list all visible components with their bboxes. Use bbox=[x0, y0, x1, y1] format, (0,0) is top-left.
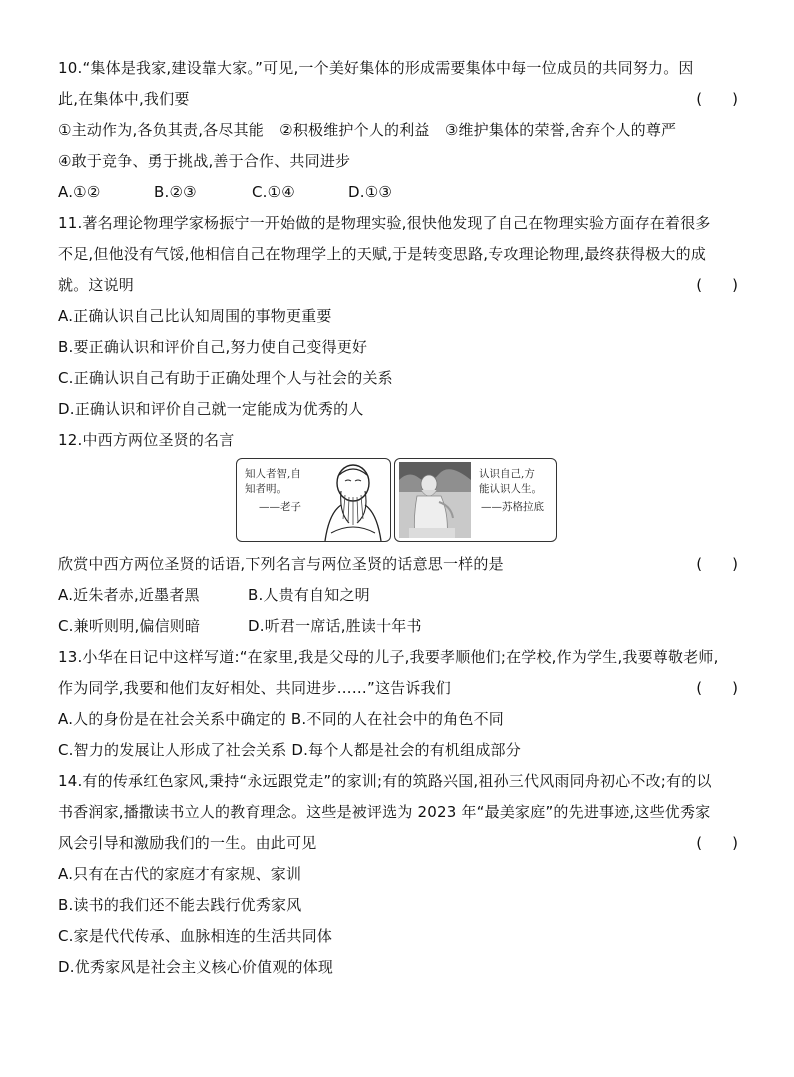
q12-options-row2 bbox=[58, 616, 738, 636]
q10-stem-line2: 此,在集体中,我们要 bbox=[58, 90, 190, 108]
laozi-quote-author: ——老子 bbox=[259, 501, 301, 513]
q12-stem: 12.中西方两位圣贤的名言 bbox=[58, 431, 235, 449]
q14-stem-line3: 风会引导和激励我们的一生。由此可见 bbox=[58, 834, 317, 852]
q12-options-row1 bbox=[58, 585, 738, 605]
laozi-quote-card bbox=[236, 458, 391, 542]
q10-answer-bracket: ( ) bbox=[696, 90, 738, 108]
q10-options bbox=[58, 182, 738, 202]
q10-items-line1: ①主动作为,各负其责,各尽其能 ②积极维护个人的利益 ③维护集体的荣誉,舍弃个人的尊严 bbox=[58, 121, 677, 139]
q13-answer-bracket: ( ) bbox=[696, 679, 738, 697]
socrates-quote-author: ——苏格拉底 bbox=[481, 501, 544, 513]
q12-option-a: A.近朱者赤,近墨者黑 bbox=[58, 586, 200, 604]
q12-option-c: C.兼听则明,偏信则暗 bbox=[58, 617, 201, 635]
q11-option-d: D.正确认识和评价自己就一定能成为优秀的人 bbox=[58, 400, 364, 418]
q12-question: 欣赏中西方两位圣贤的话语,下列名言与两位圣贤的话意思一样的是 bbox=[58, 555, 504, 573]
q10-stem-line1: 10.“集体是我家,建设靠大家。”可见,一个美好集体的形成需要集体中每一位成员的共同努力。因 bbox=[58, 59, 694, 77]
q13-options-row1: A.人的身份是在社会关系中确定的 B.不同的人在社会中的角色不同 bbox=[58, 710, 504, 728]
laozi-quote-line2: 知者明。 bbox=[245, 483, 287, 495]
q11-stem-line1: 11.著名理论物理学家杨振宁一开始做的是物理实验,很快他发现了自己在物理实验方面存在着很多 bbox=[58, 214, 711, 232]
q11-stem-line3: 就。这说明 bbox=[58, 276, 135, 294]
q11-option-a: A.正确认识自己比认知周围的事物更重要 bbox=[58, 307, 332, 325]
q11-option-c: C.正确认识自己有助于正确处理个人与社会的关系 bbox=[58, 369, 393, 387]
q12-answer-bracket: ( ) bbox=[696, 555, 738, 573]
q10-option-a: A.①② bbox=[58, 183, 101, 201]
q14-option-a: A.只有在古代的家庭才有家规、家训 bbox=[58, 865, 302, 883]
socrates-quote-card bbox=[394, 458, 557, 542]
q13-stem-line2: 作为同学,我要和他们友好相处、共同进步……”这告诉我们 bbox=[58, 679, 451, 697]
q11-stem-line2: 不足,但他没有气馁,他相信自己在物理学上的天赋,于是转变思路,专攻理论物理,最终获得极大的成 bbox=[58, 245, 707, 263]
socrates-statue-icon bbox=[399, 462, 471, 538]
q13-stem-line1: 13.小华在日记中这样写道:“在家里,我是父母的儿子,我要孝顺他们;在学校,作为学生,我要尊敬老师, bbox=[58, 648, 719, 666]
socrates-quote-line2: 能认识人生。 bbox=[479, 483, 542, 495]
q14-option-c: C.家是代代传承、血脉相连的生活共同体 bbox=[58, 927, 333, 945]
q14-stem-line1: 14.有的传承红色家风,秉持“永远跟党走”的家训;有的筑路兴国,祖孙三代风雨同舟初心不改;有的以 bbox=[58, 772, 712, 790]
q14-answer-bracket: ( ) bbox=[696, 834, 738, 852]
q11-answer-bracket: ( ) bbox=[696, 276, 738, 294]
q10-option-d: D.①③ bbox=[348, 183, 393, 201]
q12-option-b: B.人贵有自知之明 bbox=[248, 586, 370, 604]
q10-items-line2: ④敢于竞争、勇于挑战,善于合作、共同进步 bbox=[58, 152, 351, 170]
q14-option-b: B.读书的我们还不能去践行优秀家风 bbox=[58, 896, 302, 914]
q10-option-b: B.②③ bbox=[154, 183, 197, 201]
q11-option-b: B.要正确认识和评价自己,努力使自己变得更好 bbox=[58, 338, 368, 356]
q14-stem-line2: 书香润家,播撒读书立人的教育理念。这些是被评选为 2023 年“最美家庭”的先进事迹,这些优秀家 bbox=[58, 803, 711, 821]
q13-options-row2: C.智力的发展让人形成了社会关系 D.每个人都是社会的有机组成部分 bbox=[58, 741, 521, 759]
laozi-quote-line1: 知人者智,自 bbox=[245, 468, 301, 480]
laozi-portrait-icon bbox=[315, 461, 389, 541]
q10-option-c: C.①④ bbox=[252, 183, 295, 201]
q14-option-d: D.优秀家风是社会主义核心价值观的体现 bbox=[58, 958, 334, 976]
q12-option-d: D.听君一席话,胜读十年书 bbox=[248, 617, 422, 635]
socrates-quote-line1: 认识自己,方 bbox=[479, 468, 535, 480]
